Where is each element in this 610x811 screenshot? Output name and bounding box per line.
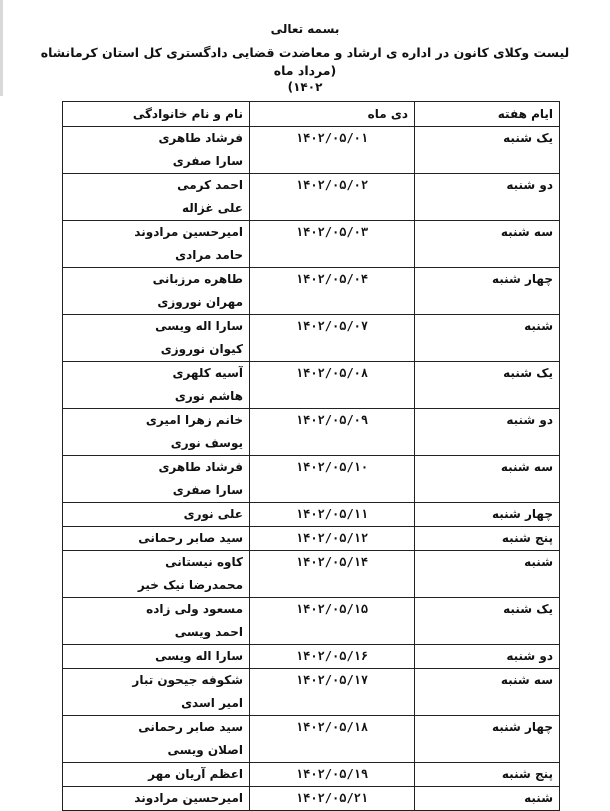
date-label: ۱۴۰۲/۰۵/۱۵ bbox=[295, 602, 369, 616]
day-label: یک شنبه bbox=[503, 602, 553, 616]
date-label: ۱۴۰۲/۰۵/۰۷ bbox=[295, 319, 369, 333]
names-cell bbox=[63, 503, 250, 527]
page-edge-shadow bbox=[0, 0, 3, 96]
day-label: سه شنبه bbox=[500, 460, 553, 474]
date-cell bbox=[250, 763, 415, 787]
lawyer-name: شکوفه جیحون تبار bbox=[132, 673, 243, 687]
day-label: پنج شنبه bbox=[501, 531, 553, 545]
date-label: ۱۴۰۲/۰۵/۰۱ bbox=[295, 131, 369, 145]
day-label: چهار شنبه bbox=[491, 507, 553, 521]
table-row bbox=[63, 315, 560, 362]
names-cell bbox=[63, 763, 250, 787]
lawyer-name: طاهره مرزبانی bbox=[152, 272, 243, 286]
table-row bbox=[63, 456, 560, 503]
day-label: دو شنبه bbox=[506, 413, 553, 427]
lawyer-name: سارا صفری bbox=[172, 154, 243, 168]
day-label: دو شنبه bbox=[506, 649, 553, 663]
date-label: ۱۴۰۲/۰۵/۲۱ bbox=[295, 791, 369, 805]
invocation-heading: بسمه تعالی bbox=[270, 22, 340, 36]
lawyer-name: سید صابر رحمانی bbox=[138, 531, 243, 545]
lawyer-name: یوسف نوری bbox=[170, 436, 243, 450]
table-row bbox=[63, 645, 560, 669]
lawyer-name: محمدرضا نیک خیر bbox=[137, 578, 243, 592]
date-label: ۱۴۰۲/۰۵/۱۲ bbox=[295, 531, 369, 545]
day-cell bbox=[415, 551, 560, 598]
day-label: یک شنبه bbox=[503, 131, 553, 145]
table-row bbox=[63, 669, 560, 716]
lawyer-name: مهران نوروزی bbox=[157, 295, 243, 309]
date-cell bbox=[250, 503, 415, 527]
lawyer-name: سارا اله ویسی bbox=[155, 649, 243, 663]
date-label: ۱۴۰۲/۰۵/۰۳ bbox=[295, 225, 369, 239]
day-cell bbox=[415, 669, 560, 716]
lawyer-schedule-table bbox=[62, 101, 560, 811]
date-label: ۱۴۰۲/۰۵/۱۷ bbox=[295, 673, 369, 687]
day-label: شنبه bbox=[524, 555, 553, 569]
lawyer-name: خانم زهرا امیری bbox=[145, 413, 243, 427]
names-cell bbox=[63, 315, 250, 362]
table-row bbox=[63, 787, 560, 811]
table-header-row bbox=[63, 102, 560, 127]
day-cell bbox=[415, 503, 560, 527]
lawyer-name: امیرحسین مرادوند bbox=[134, 225, 243, 239]
names-cell bbox=[63, 527, 250, 551]
lawyer-name: احمد کرمی bbox=[177, 178, 243, 192]
day-label: یک شنبه bbox=[503, 366, 553, 380]
date-cell bbox=[250, 527, 415, 551]
table-row bbox=[63, 763, 560, 787]
lawyer-name: فرشاد طاهری bbox=[158, 131, 243, 145]
lawyer-name: احمد ویسی bbox=[174, 625, 243, 639]
day-label: شنبه bbox=[524, 319, 553, 333]
day-label: دو شنبه bbox=[506, 178, 553, 192]
date-cell bbox=[250, 127, 415, 174]
lawyer-name: مسعود ولی زاده bbox=[146, 602, 243, 616]
date-cell bbox=[250, 456, 415, 503]
date-label: ۱۴۰۲/۰۵/۰۹ bbox=[295, 413, 369, 427]
lawyer-name: اعظم آریان مهر bbox=[148, 767, 243, 781]
date-cell bbox=[250, 221, 415, 268]
lawyer-name: سارا اله ویسی bbox=[155, 319, 243, 333]
day-cell bbox=[415, 598, 560, 645]
table-row bbox=[63, 127, 560, 174]
lawyer-name: سید صابر رحمانی bbox=[138, 720, 243, 734]
names-cell bbox=[63, 174, 250, 221]
day-cell bbox=[415, 315, 560, 362]
names-cell bbox=[63, 598, 250, 645]
names-cell bbox=[63, 669, 250, 716]
document-title-year: ۱۴۰۲) bbox=[287, 80, 323, 94]
lawyer-name: حامد مرادی bbox=[175, 248, 243, 262]
day-cell bbox=[415, 362, 560, 409]
date-cell bbox=[250, 362, 415, 409]
table-row bbox=[63, 598, 560, 645]
names-cell bbox=[63, 362, 250, 409]
day-cell bbox=[415, 127, 560, 174]
lawyer-name: آسیه کلهری bbox=[172, 366, 243, 380]
names-cell bbox=[63, 645, 250, 669]
names-cell bbox=[63, 127, 250, 174]
day-cell bbox=[415, 268, 560, 315]
day-cell bbox=[415, 174, 560, 221]
date-cell bbox=[250, 645, 415, 669]
table-row bbox=[63, 551, 560, 598]
date-cell bbox=[250, 787, 415, 811]
lawyer-name: امیرحسین مرادوند bbox=[134, 791, 243, 805]
day-cell bbox=[415, 221, 560, 268]
lawyer-name: علی غزاله bbox=[182, 201, 243, 215]
date-cell bbox=[250, 174, 415, 221]
header-date: دی ماه bbox=[250, 102, 415, 127]
table-row bbox=[63, 362, 560, 409]
table-row bbox=[63, 268, 560, 315]
day-label: چهار شنبه bbox=[491, 720, 553, 734]
lawyer-name: سارا صفری bbox=[172, 483, 243, 497]
date-label: ۱۴۰۲/۰۵/۱۹ bbox=[295, 767, 369, 781]
lawyer-name: هاشم نوری bbox=[174, 389, 243, 403]
day-cell bbox=[415, 787, 560, 811]
day-cell bbox=[415, 527, 560, 551]
day-label: چهار شنبه bbox=[491, 272, 553, 286]
date-cell bbox=[250, 315, 415, 362]
day-label: پنج شنبه bbox=[501, 767, 553, 781]
names-cell bbox=[63, 787, 250, 811]
date-label: ۱۴۰۲/۰۵/۱۴ bbox=[295, 555, 369, 569]
table-row bbox=[63, 527, 560, 551]
date-label: ۱۴۰۲/۰۵/۱۱ bbox=[295, 507, 369, 521]
names-cell bbox=[63, 409, 250, 456]
lawyer-name: امیر اسدی bbox=[181, 696, 243, 710]
table-row bbox=[63, 221, 560, 268]
day-cell bbox=[415, 716, 560, 763]
names-cell bbox=[63, 716, 250, 763]
table-row bbox=[63, 716, 560, 763]
day-label: شنبه bbox=[524, 791, 553, 805]
lawyer-name: کاوه نیستانی bbox=[165, 555, 243, 569]
date-label: ۱۴۰۲/۰۵/۰۸ bbox=[295, 366, 369, 380]
day-cell bbox=[415, 409, 560, 456]
day-cell bbox=[415, 763, 560, 787]
names-cell bbox=[63, 221, 250, 268]
date-cell bbox=[250, 409, 415, 456]
date-label: ۱۴۰۲/۰۵/۱۶ bbox=[295, 649, 369, 663]
names-cell bbox=[63, 456, 250, 503]
date-cell bbox=[250, 598, 415, 645]
names-cell bbox=[63, 268, 250, 315]
lawyer-name: اصلان ویسی bbox=[167, 743, 243, 757]
date-label: ۱۴۰۲/۰۵/۱۸ bbox=[295, 720, 369, 734]
day-label: سه شنبه bbox=[500, 225, 553, 239]
day-cell bbox=[415, 456, 560, 503]
table-row bbox=[63, 409, 560, 456]
date-cell bbox=[250, 716, 415, 763]
names-cell bbox=[63, 551, 250, 598]
lawyer-name: علی نوری bbox=[183, 507, 243, 521]
lawyer-name: کیوان نوروزی bbox=[160, 342, 243, 356]
date-cell bbox=[250, 551, 415, 598]
document-title: لیست وکلای کانون در اداره ی ارشاد و معاضدت قضایی دادگستری کل استان کرمانشاه (مرداد ماه bbox=[40, 45, 570, 78]
table-row bbox=[63, 174, 560, 221]
lawyer-name: فرشاد طاهری bbox=[158, 460, 243, 474]
table-body bbox=[63, 127, 560, 811]
header-day: ایام هفته bbox=[415, 102, 560, 127]
day-label: سه شنبه bbox=[500, 673, 553, 687]
date-label: ۱۴۰۲/۰۵/۱۰ bbox=[295, 460, 369, 474]
table-row bbox=[63, 503, 560, 527]
date-label: ۱۴۰۲/۰۵/۰۲ bbox=[295, 178, 369, 192]
day-cell bbox=[415, 645, 560, 669]
date-cell bbox=[250, 669, 415, 716]
header-names: نام و نام خانوادگی bbox=[63, 102, 250, 127]
date-label: ۱۴۰۲/۰۵/۰۴ bbox=[295, 272, 369, 286]
date-cell bbox=[250, 268, 415, 315]
